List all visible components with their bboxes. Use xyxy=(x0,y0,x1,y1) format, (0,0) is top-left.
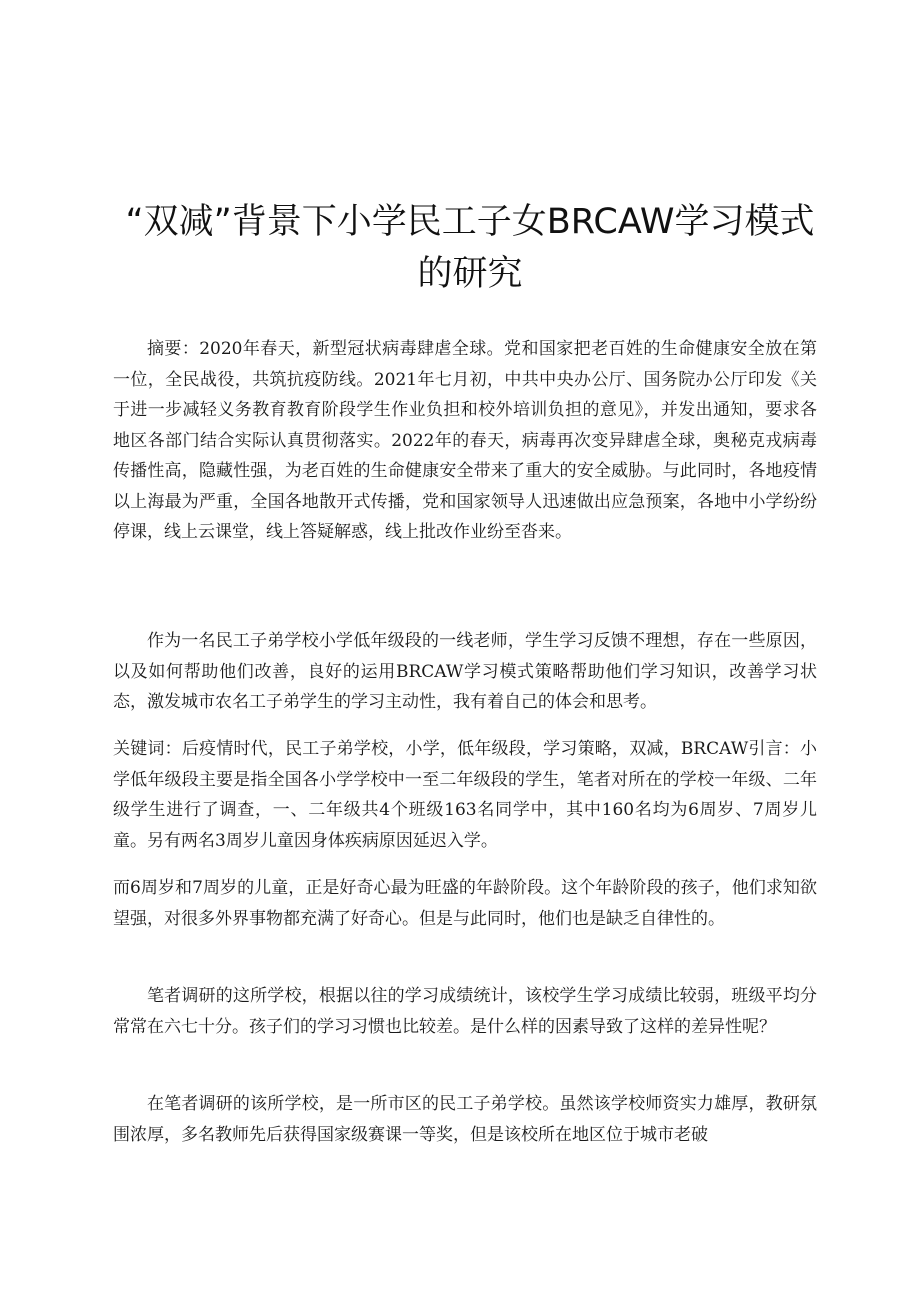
body-paragraph: 在笔者调研的该所学校，是一所市区的民工子弟学校。虽然该学校师资实力雄厚，教研氛围浓厚，多名教师先后获得国家级赛课一等奖，但是该校所在地区位于城市老破 xyxy=(113,1094,817,1145)
body-paragraph: 笔者调研的这所学校，根据以往的学习成绩统计，该校学生学习成绩比较弱，班级平均分常常在六七十分。孩子们的学习习惯也比较差。是什么样的因素导致了这样的差异性呢？ xyxy=(113,986,817,1037)
body-paragraph: 而6周岁和7周岁的儿童，正是好奇心最为旺盛的年龄阶段。这个年龄阶段的孩子，他们求知欲望强，对很多外界事物都充满了好奇心。但是与此同时，他们也是缺乏自律性的。 xyxy=(113,878,817,929)
body-paragraph: 作为一名民工子弟学校小学低年级段的一线老师，学生学习反馈不理想，存在一些原因，以及如何帮助他们改善，良好的运用BRCAW学习模式策略帮助他们学习知识，改善学习状态，激发城市农名工子弟学生的学习主动性，我有着自己的体会和思考。 xyxy=(113,631,817,712)
abstract-paragraph: 摘要：2020年春天，新型冠状病毒肆虐全球。党和国家把老百姓的生命健康安全放在第一位，全民战役，共筑抗疫防线。2021年七月初，中共中央办公厅、国务院办公厅印发《关于进一步减轻义务教育教育阶段学生作业负担和校外培训负担的意见》，并发出通知，要求各地区各部门结合实际认真贯彻落实。2022年的春天，病毒再次变异肆虐全球，奥秘克戎病毒传播性高，隐藏性强，为老百姓的生命健康安全带来了重大的安全威胁。与此同时，各地疫情以上海最为严重，全国各地散开式传播，党和国家领导人迅速做出应急预案，各地中小学纷纷停课，线上云课堂，线上答疑解惑，线上批改作业纷至沓来。 xyxy=(113,339,817,542)
document-title: “双减”背景下小学民工子女BRCAW学习模式的研究 xyxy=(125,202,815,294)
keywords-paragraph: 关键词：后疫情时代，民工子弟学校，小学，低年级段，学习策略，双减，BRCAW引言：小学低年级段主要是指全国各小学学校中一至二年级段的学生，笔者对所在的学校一年级、二年级学生进行了调查，一、二年级共4个班级163名同学中，其中160名均为6周岁、7周岁儿童。另有两名3周岁儿童因身体疾病原因延迟入学。 xyxy=(113,739,817,851)
